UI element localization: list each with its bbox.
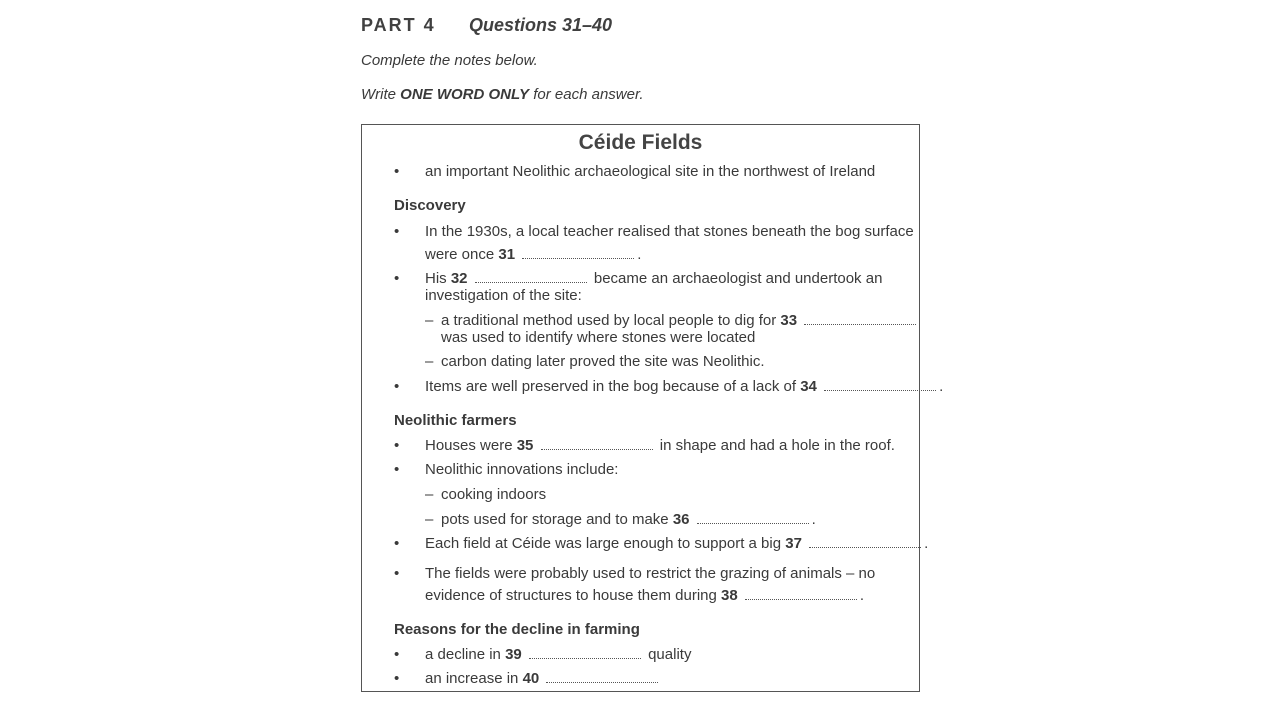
line-2a-text: His xyxy=(425,270,447,287)
question-number-36: 36 xyxy=(672,511,690,528)
bullet-icon: • xyxy=(394,223,400,240)
intro-line: an important Neolithic archaeological site in the northwest of Ireland xyxy=(425,163,876,180)
instruction-pre: Write xyxy=(361,86,396,103)
instruction-word-limit xyxy=(361,86,644,103)
bullet-icon: • xyxy=(394,646,400,663)
line-1b-text: were once xyxy=(425,246,495,263)
line-3b: was used to identify where stones were located xyxy=(441,329,756,346)
line-2c: investigation of the site: xyxy=(425,287,582,304)
question-number-40: 40 xyxy=(522,670,540,687)
section-farmers: Neolithic farmers xyxy=(394,412,517,429)
notes-box xyxy=(361,124,944,692)
line-q35 xyxy=(425,437,895,454)
line-12a-text: a decline in xyxy=(425,646,501,663)
line-q39 xyxy=(425,646,691,663)
answer-gap-31[interactable] xyxy=(522,248,634,259)
instruction-bold: ONE WORD ONLY xyxy=(400,86,530,103)
line-3a-text: a traditional method used by local people to dig for xyxy=(441,312,777,329)
bullet-icon: • xyxy=(394,670,400,687)
dash-icon: – xyxy=(425,312,434,329)
line-q37: Each field at Céide was large enough to support a big 37 . xyxy=(425,535,929,552)
instruction-post: for each answer. xyxy=(533,86,644,103)
line-q33 xyxy=(441,312,919,329)
question-number-31: 31 xyxy=(498,246,516,263)
questions-range: Questions 31–40 xyxy=(469,15,613,35)
question-number-38: 38 xyxy=(721,587,738,604)
line-4: carbon dating later proved the site was Neolithic. xyxy=(441,353,765,370)
answer-gap-35[interactable] xyxy=(541,439,653,450)
question-number-34: 34 xyxy=(800,378,817,395)
line-9a-text: pots used for storage and to make xyxy=(441,511,669,528)
line-q34: Items are well preserved in the bog because of a lack of 34 . xyxy=(425,378,944,395)
line-q32 xyxy=(425,270,882,287)
answer-gap-34[interactable] xyxy=(824,380,936,391)
section-decline: Reasons for the decline in farming xyxy=(394,621,640,638)
dash-icon: – xyxy=(425,353,434,370)
question-number-37: 37 xyxy=(785,535,802,552)
bullet-icon: • xyxy=(394,378,400,395)
line-7: Neolithic innovations include: xyxy=(425,461,619,478)
bullet-icon: • xyxy=(394,535,400,552)
line-11a: The fields were probably used to restrict the grazing of animals – no xyxy=(425,565,876,582)
bullet-icon: • xyxy=(394,565,400,582)
dash-icon: – xyxy=(425,486,434,503)
line-2b-text: became an archaeologist and undertook an xyxy=(593,270,883,287)
answer-gap-40[interactable] xyxy=(546,672,658,683)
line-6b-text: in shape and had a hole in the roof. xyxy=(659,437,895,454)
line-6a-text: Houses were xyxy=(425,437,513,454)
notes-title: Céide Fields xyxy=(578,131,703,154)
question-number-32: 32 xyxy=(450,270,468,287)
line-13a-text: an increase in xyxy=(425,670,519,687)
line-10a-text: Each field at Céide was large enough to support a big xyxy=(425,535,782,552)
answer-gap-32[interactable] xyxy=(475,272,587,283)
bullet-icon: • xyxy=(394,163,400,180)
answer-gap-39[interactable] xyxy=(529,648,641,659)
bullet-icon: • xyxy=(394,437,400,454)
bullet-icon: • xyxy=(394,270,400,287)
answer-gap-38[interactable] xyxy=(745,589,857,600)
answer-gap-37[interactable] xyxy=(809,537,921,548)
line-8: cooking indoors xyxy=(441,486,547,503)
question-number-39: 39 xyxy=(505,646,522,663)
line-11b-text: evidence of structures to house them during xyxy=(425,587,717,604)
part-label: PART 4 xyxy=(361,15,436,35)
answer-gap-33[interactable] xyxy=(804,314,916,325)
line-q31: were once 31 . xyxy=(425,246,642,263)
instruction-complete: Complete the notes below. xyxy=(361,52,538,69)
question-number-33: 33 xyxy=(780,312,798,329)
line-q36: pots used for storage and to make 36 . xyxy=(441,511,816,528)
question-number-35: 35 xyxy=(516,437,534,454)
line-q38: evidence of structures to house them during 38 . xyxy=(425,587,865,604)
bullet-icon: • xyxy=(394,461,400,478)
line-5a-text: Items are well preserved in the bog because of a lack of xyxy=(425,378,797,395)
section-discovery: Discovery xyxy=(394,197,466,214)
line-q40 xyxy=(425,670,661,687)
dash-icon: – xyxy=(425,511,434,528)
line-12b-text: quality xyxy=(648,646,692,663)
line-1a: In the 1930s, a local teacher realised that stones beneath the bog surface xyxy=(425,223,914,240)
answer-gap-36[interactable] xyxy=(697,513,809,524)
